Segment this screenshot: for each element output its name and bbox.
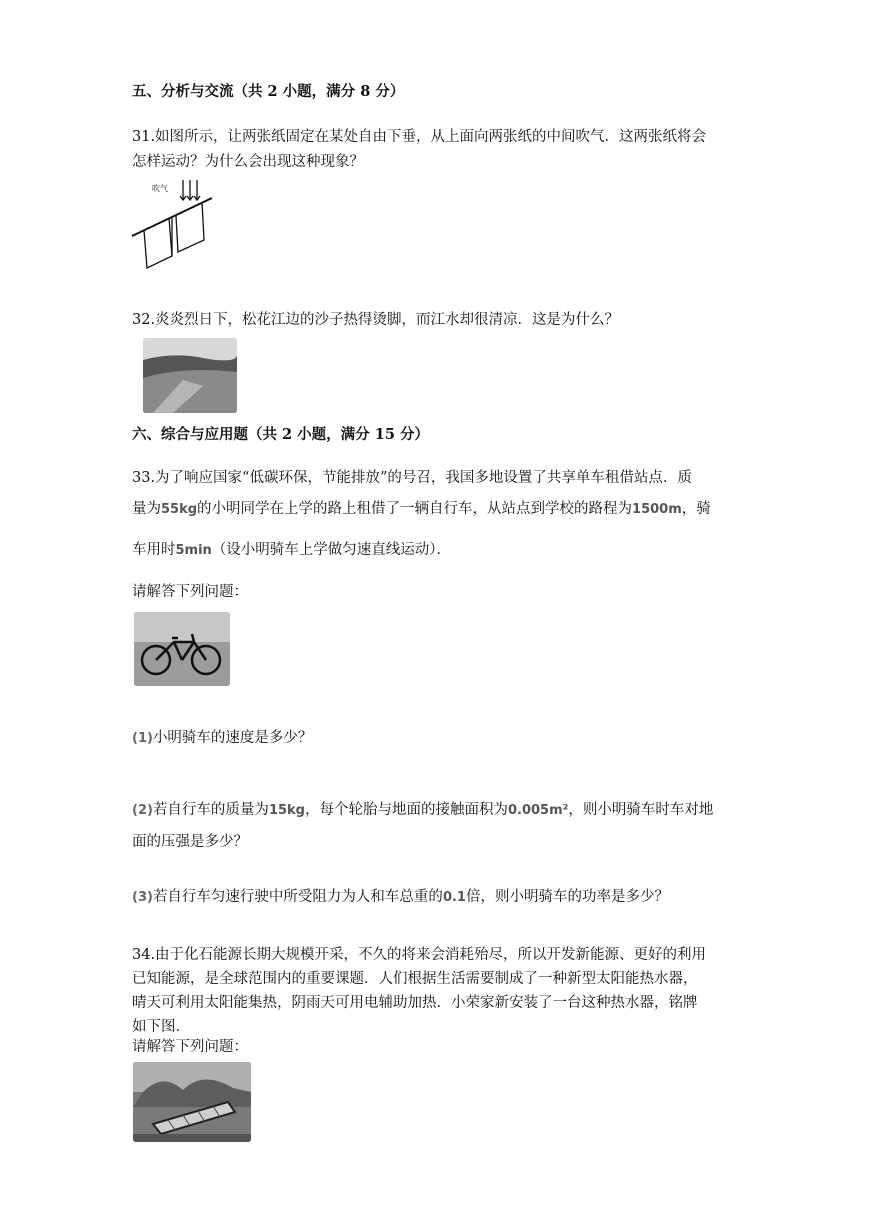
- q32-line-1: 32.炎炎烈日下，松花江边的沙子热得烫脚，而江水却很清凉．这是为什么？: [132, 312, 620, 328]
- q31-line-1: 31.如图所示，让两张纸固定在某处自由下垂，从上面向两张纸的中间吹气．这两张纸将会: [132, 129, 707, 145]
- mass-value: 55kg: [161, 502, 198, 517]
- blow-label: 吹气: [152, 184, 168, 193]
- q33-line3-pre: 车用时: [132, 542, 176, 558]
- q33-sub-3: [132, 887, 669, 908]
- solar-heater-photo: [133, 1062, 251, 1142]
- section-5-heading: 五、分析与交流（共 2 小题，满分 8 分）: [132, 83, 405, 100]
- q34-line-4: 如下图．: [132, 1019, 190, 1035]
- distance-value: 1500m: [632, 502, 682, 517]
- sub2-post: ，则小明骑车时车对地: [568, 802, 714, 818]
- q34-line-1: 34.由于化石能源长期大规模开采，不久的将来会消耗殆尽，所以开发新能源、更好的利用: [132, 947, 707, 963]
- two-papers-figure: [128, 178, 218, 278]
- sub2-number: (2): [132, 803, 153, 818]
- q34-line-2: 已知能源，是全球范围内的重要课题．人们根据生活需要制成了一种新型太阳能热水器，: [132, 971, 698, 987]
- q33-sub-2: [132, 800, 713, 821]
- riverside-photo: [143, 338, 237, 413]
- q33-line-1: 33.为了响应国家“低碳环保，节能排放”的号召，我国多地设置了共享单车租借站点．质: [132, 470, 692, 486]
- sub1-number: (1): [132, 731, 153, 746]
- q33-line3-post: （设小明骑车上学做匀速直线运动）．: [211, 542, 452, 558]
- contact-area-value: 0.005m²: [507, 803, 569, 818]
- bicycle-photo: [134, 612, 230, 686]
- q33-line2-pre: 量为: [132, 501, 161, 517]
- bike-mass-value: 15kg: [268, 803, 305, 818]
- q34-prompt: 请解答下列问题：: [132, 1039, 248, 1055]
- q33-line-2: [132, 499, 711, 520]
- q33-line2-mid: 的小明同学在上学的路上租借了一辆自行车，从站点到学校的路程为: [197, 501, 633, 517]
- sub3-post: 倍，则小明骑车的功率是多少？: [465, 889, 669, 905]
- q33-prompt: 请解答下列问题：: [132, 584, 248, 600]
- q31-line-2: 怎样运动？为什么会出现这种现象？: [132, 154, 364, 170]
- ratio-value: 0.1: [442, 890, 466, 905]
- sub3-pre: 若自行车匀速行驶中所受阻力为人和车总重的: [152, 889, 443, 905]
- sub3-number: (3): [132, 890, 153, 905]
- sub2-pre: 若自行车的质量为: [152, 802, 269, 818]
- q33-sub-1: [132, 728, 312, 749]
- section-6-heading: 六、综合与应用题（共 2 小题，满分 15 分）: [132, 426, 429, 443]
- sub2-mid: ，每个轮胎与地面的接触面积为: [304, 802, 508, 818]
- q33-line-3: [132, 540, 451, 561]
- time-value: 5min: [175, 543, 212, 558]
- sub1-text: 小明骑车的速度是多少？: [152, 730, 313, 746]
- q34-line-3: 晴天可利用太阳能集热，阴雨天可用电辅助加热．小荣家新安装了一台这种热水器，铭牌: [132, 995, 698, 1011]
- q33-sub-2-line-2: 面的压强是多少？: [132, 834, 248, 850]
- q33-line2-post: ，骑: [681, 501, 711, 517]
